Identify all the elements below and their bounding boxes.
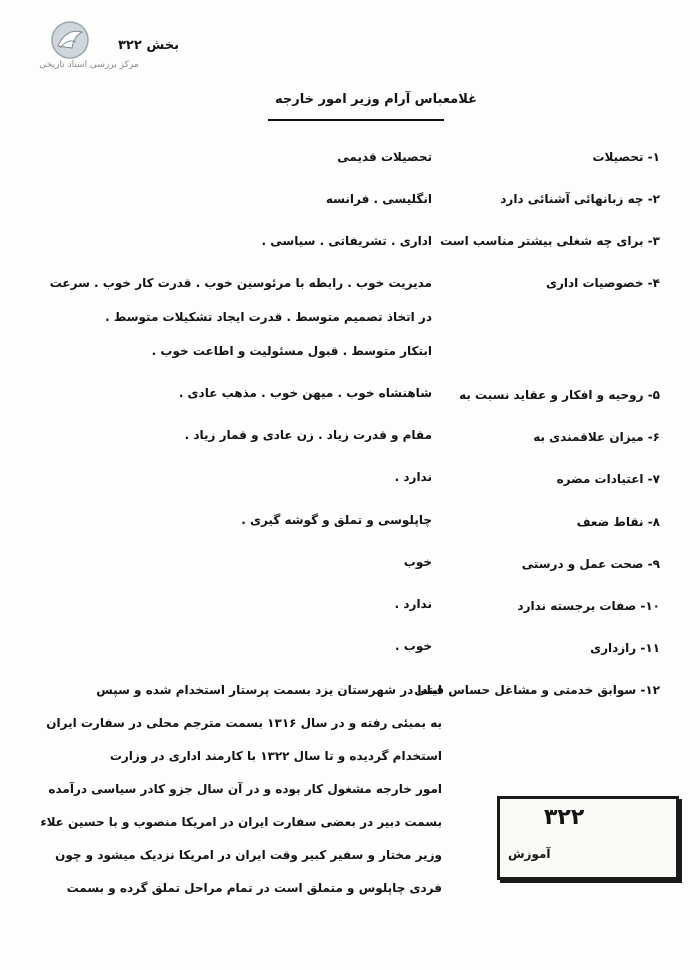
answer-12-line-7: فردی چاپلوس و متملق است در تمام مراحل تملق گرده و بسمت: [66, 881, 442, 895]
answer-8: چاپلوسی و تملق و گوشه گیری .: [241, 513, 432, 527]
question-7: ۷- اعتیادات مضره: [556, 472, 660, 486]
answer-1: تحصیلات قدیمی: [337, 150, 432, 164]
answer-7: ندارد .: [394, 470, 432, 484]
answer-5: شاهنشاه خوب . میهن خوب . مذهب عادی .: [178, 386, 432, 400]
answer-11: خوب .: [395, 639, 432, 653]
answer-12-line-3: استخدام گردیده و تا سال ۱۳۲۲ با کارمند اداری در وزارت: [109, 749, 442, 763]
question-6: ۶- میزان علاقمندی به: [533, 430, 660, 444]
section-number: بخش ۳۲۲: [118, 38, 179, 53]
answer-12-line-1: ابتدا در شهرستان یزد بسمت پرستار استخدام شده و سپس: [96, 683, 442, 697]
answer-4-line-2: در اتخاذ تصمیم متوسط . قدرت ایجاد تشکیلات متوسط .: [105, 310, 432, 324]
archive-logo: [46, 20, 92, 60]
answer-12-line-2: به بمبئی رفته و در سال ۱۳۱۶ بسمت مترجم محلی در سفارت ایران: [46, 716, 442, 730]
question-3: ۳- برای چه شغلی بیشتر مناسب است: [440, 234, 660, 248]
answer-12-line-5: بسمت دبیر در بعضی سفارت ایران در امریکا منصوب و با حسین علاء: [40, 815, 442, 829]
question-9: ۹- صحت عمل و درستی: [521, 557, 660, 571]
document-title: غلامعباس آرام وزیر امور خارجه: [275, 92, 477, 107]
answer-4-line-1: مدیریت خوب . رابطه با مرئوسین خوب . قدرت کار خوب . سرعت: [49, 276, 432, 290]
answer-2: انگلیسی . فرانسه: [325, 192, 432, 206]
answer-12-line-4: امور خارجه مشغول کار بوده و در آن سال جزو کادر سیاسی درآمده: [48, 782, 442, 796]
answer-12-line-6: وزیر مختار و سفیر کبیر وقت ایران در امریکا نزدیک میشود و چون: [55, 848, 442, 862]
answer-3: اداری . تشریفاتی . سیاسی .: [261, 234, 432, 248]
question-8: ۸- نقاط ضعف: [576, 515, 660, 529]
question-4: ۴- خصوصیات اداری: [545, 276, 660, 290]
logo-caption: مرکز بررسی اسناد تاریخی: [39, 60, 139, 70]
answer-9: خوب: [403, 555, 432, 569]
title-underline: [268, 119, 444, 121]
question-10: ۱۰- صفات برجسته ندارد: [517, 599, 660, 613]
archive-stamp: [497, 796, 679, 880]
answer-6: مقام و قدرت زیاد . زن عادی و قمار زیاد .: [184, 428, 432, 442]
question-2: ۲- چه زبانهائی آشنائی دارد: [500, 192, 660, 206]
question-12: ۱۲- سوابق خدمتی و مشاغل حساس قبلی: [414, 683, 660, 697]
stamp-number: ۳۲۲: [544, 805, 585, 830]
stamp-text: آموزش: [508, 847, 551, 861]
question-5: ۵- روحیه و افکار و عقاید نسبت به: [459, 388, 660, 402]
question-1: ۱- تحصیلات: [592, 150, 660, 164]
answer-10: ندارد .: [394, 597, 432, 611]
answer-4-line-3: ابتکار متوسط . قبول مسئولیت و اطاعت خوب .: [151, 344, 432, 358]
question-11: ۱۱- رازداری: [590, 641, 660, 655]
